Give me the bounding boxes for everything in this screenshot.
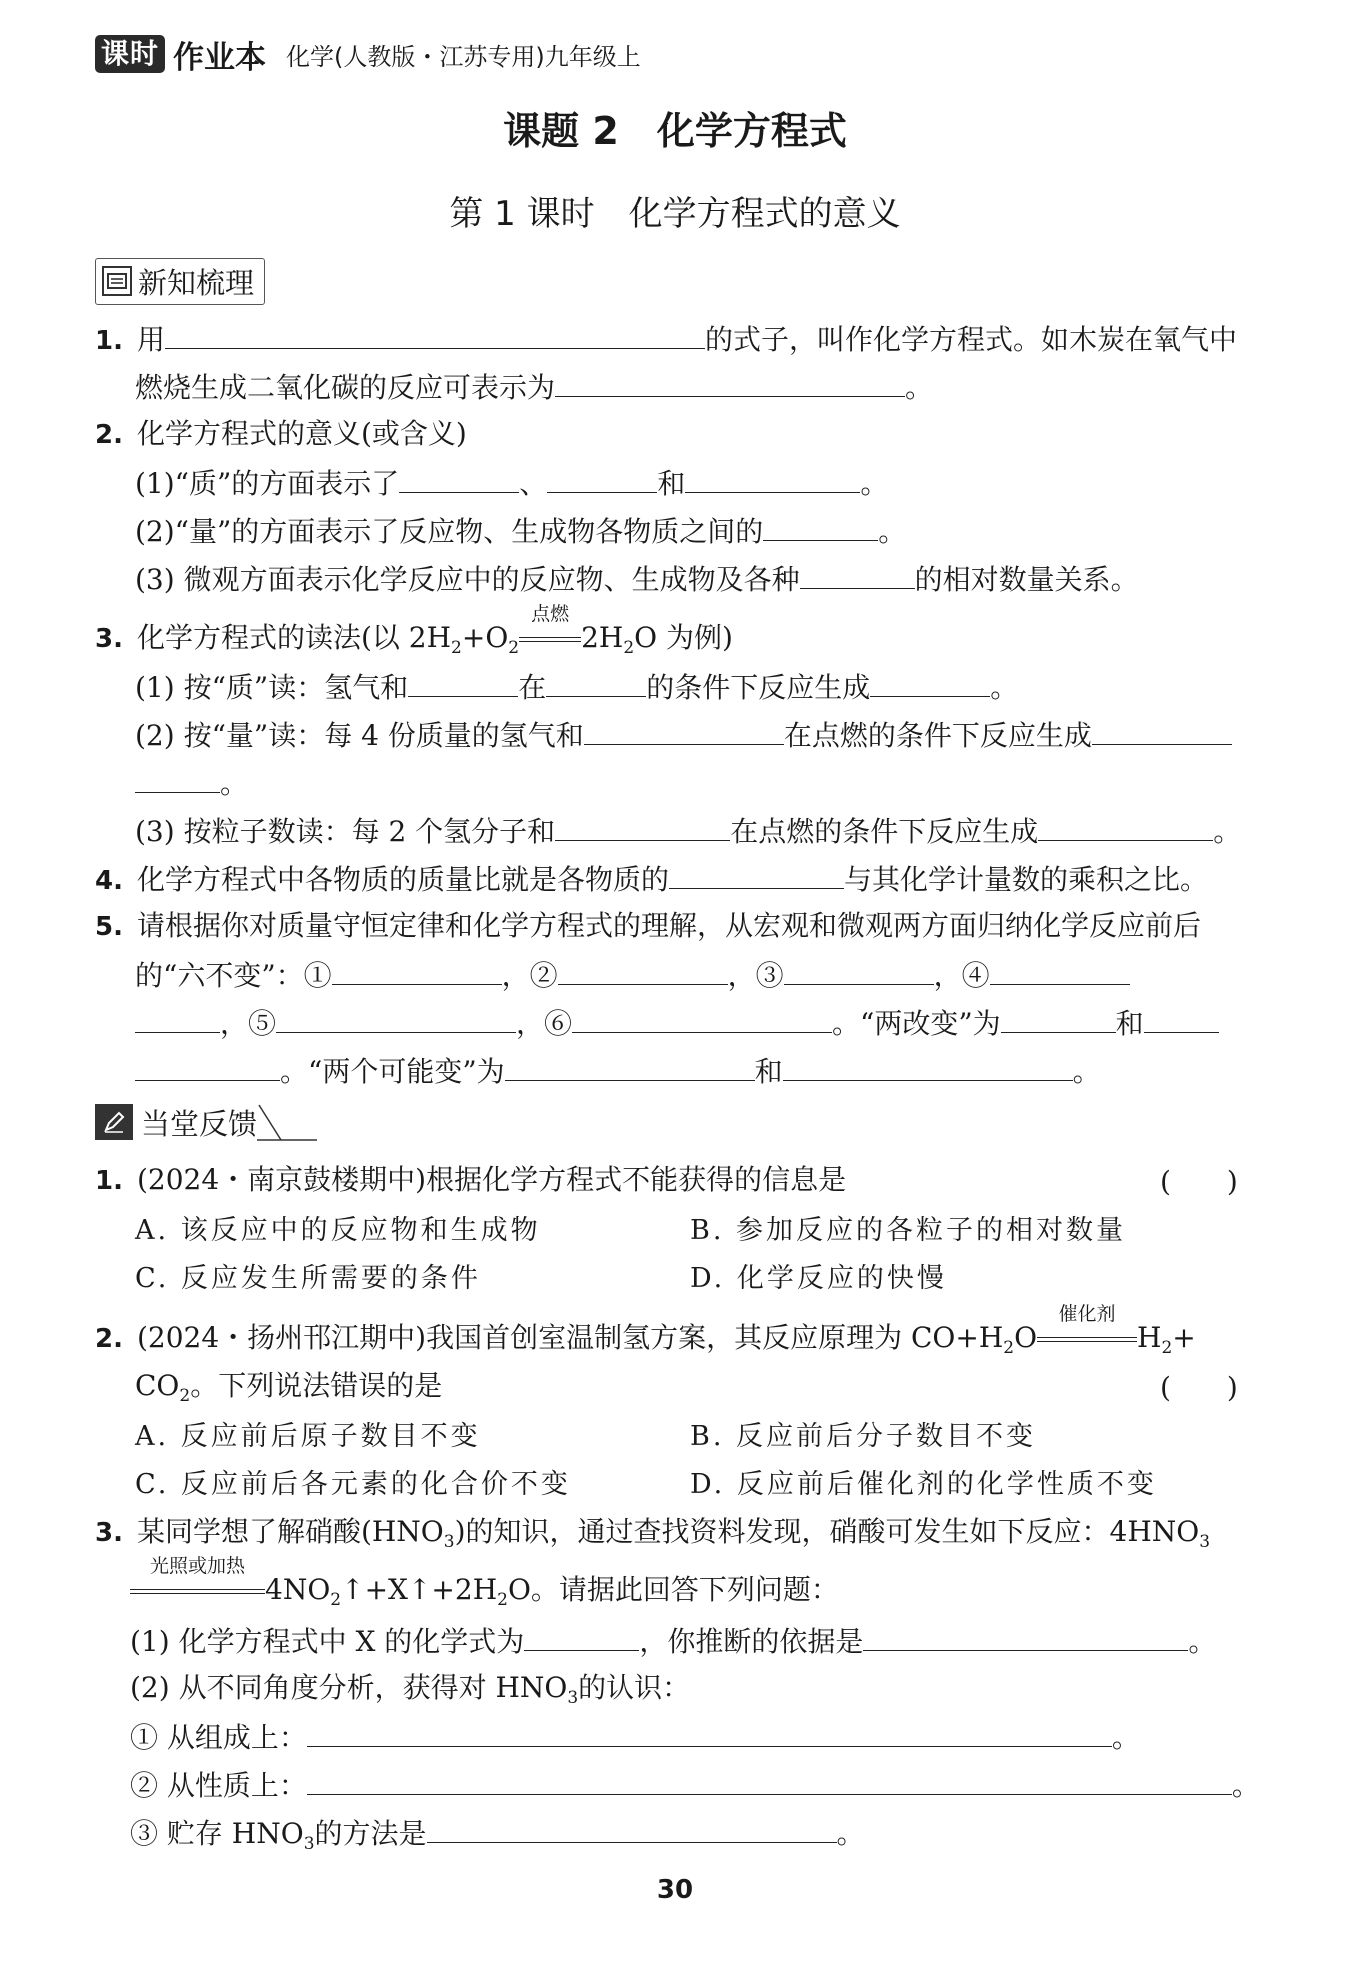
answer-blank[interactable] [685, 462, 860, 493]
question-4: 4. 化学方程式中各物质的质量比就是各物质的 与其化学计量数的乘积之比。 [95, 858, 1208, 901]
feedback-question-3-item-1: ① 从组成上： 。 [130, 1716, 1140, 1758]
book-header [95, 34, 641, 74]
answer-blank[interactable] [784, 954, 934, 985]
pen-icon [95, 1104, 133, 1140]
answer-blank[interactable] [669, 858, 844, 889]
answer-blank[interactable] [870, 666, 990, 697]
answer-blank[interactable] [555, 366, 905, 397]
reaction-arrow: 点燃 [519, 618, 581, 658]
answer-blank[interactable] [1001, 1002, 1116, 1033]
answer-blank[interactable] [276, 1002, 516, 1033]
question-5: 5. 请根据你对质量守恒定律和化学方程式的理解，从宏观和微观两方面归纳化学反应前后 [95, 909, 1201, 942]
section-tail [257, 1103, 317, 1141]
answer-blank[interactable] [505, 1050, 755, 1081]
feedback-question-3-equation: 光照或加热 $4NO_2↑+X↑+2H_2O$。请据此回答下列问题： [130, 1570, 839, 1620]
feedback-question-2-cont: $CO_2$。下列说法错误的是 [135, 1369, 443, 1406]
question-3: 3. 化学方程式的读法(以 $2H_2+O_2$ 点燃 $2H_2O$ 为例) [95, 603, 733, 658]
page-number: 30 [656, 1875, 694, 1905]
option-c[interactable]: C. 反应发生所需要的条件 [135, 1263, 481, 1294]
option-a[interactable]: A. 反应前后原子数目不变 [135, 1421, 481, 1452]
question-1: 1. 用 的式子，叫作化学方程式。如木炭在氧气中 [95, 318, 1237, 361]
question-5-line-2: 的“六不变”：① ，② ，③ ，④ [135, 954, 1130, 996]
answer-blank[interactable] [584, 714, 784, 745]
section-label: 新知梳理 [138, 265, 255, 300]
feedback-question-1: 1. (2024・南京鼓楼期中)根据化学方程式不能获得的信息是 [95, 1163, 847, 1196]
subject-label: 化学(人教版・江苏专用)九年级上 [286, 42, 641, 71]
answer-blank[interactable] [547, 462, 657, 493]
answer-bracket[interactable]: ( ) [1160, 1371, 1238, 1404]
feedback-question-2: 2. (2024・扬州邗江期中)我国首创室温制氢方案，其反应原理为 $CO+H_2O$ 催化剂 $H_2+$ [95, 1303, 1196, 1358]
option-b[interactable]: B. 反应前后分子数目不变 [690, 1421, 1037, 1452]
question-3-part-1: (1) 按“质”读：氢气和 在 的条件下反应生成 。 [135, 666, 1018, 708]
option-a[interactable]: A. 该反应中的反应物和生成物 [135, 1215, 541, 1246]
section-new-knowledge [95, 262, 265, 300]
feedback-question-3-item-2: ② 从性质上： 。 [130, 1764, 1260, 1806]
answer-blank[interactable] [307, 1764, 1232, 1795]
answer-blank[interactable] [763, 510, 878, 541]
question-2: 2. 化学方程式的意义(或含义) [95, 417, 467, 450]
option-b[interactable]: B. 参加反应的各粒子的相对数量 [690, 1215, 1127, 1246]
answer-blank[interactable] [399, 462, 519, 493]
option-c[interactable]: C. 反应前后各元素的化合价不变 [135, 1469, 571, 1500]
answer-blank[interactable] [555, 810, 730, 841]
feedback-question-3-part-1: (1) 化学方程式中 X 的化学式为 ，你推断的依据是 。 [130, 1620, 1216, 1662]
answer-blank[interactable] [135, 1050, 280, 1081]
book-logo: 课时 [95, 35, 165, 73]
question-2-part-2: (2)“量”的方面表示了反应物、生成物各物质之间的 。 [135, 510, 906, 552]
section-label: 当堂反馈 [141, 1106, 258, 1141]
answer-blank[interactable] [990, 954, 1130, 985]
topic-title: 课题 2 化学方程式 [503, 109, 847, 153]
answer-blank[interactable] [332, 954, 502, 985]
answer-blank[interactable] [135, 762, 220, 793]
answer-blank[interactable] [546, 666, 646, 697]
feedback-question-3: 3. 某同学想了解硝酸$(HNO_3)$的知识，通过查找资料发现，硝酸可发生如下反应：$4HNO_3$ [95, 1515, 1211, 1552]
question-3-part-2-cont: 。 [135, 762, 248, 804]
answer-blank[interactable] [1092, 714, 1232, 745]
reaction-arrow: 光照或加热 [130, 1570, 265, 1610]
book-icon [102, 266, 132, 296]
answer-blank[interactable] [427, 1812, 837, 1843]
answer-blank[interactable] [1144, 1002, 1219, 1033]
book-name: 作业本 [173, 39, 267, 76]
question-2-part-3: (3) 微观方面表示化学反应中的反应物、生成物及各种 的相对数量关系。 [135, 558, 1139, 600]
feedback-question-3-part-2: (2) 从不同角度分析，获得对 $HNO_3$的认识： [130, 1671, 691, 1708]
question-5-line-3: ，⑤ ，⑥ 。“两改变”为 和 [135, 1002, 1219, 1044]
answer-blank[interactable] [165, 318, 705, 349]
option-d[interactable]: D. 反应前后催化剂的化学性质不变 [690, 1469, 1157, 1500]
answer-blank[interactable] [307, 1716, 1112, 1747]
answer-blank[interactable] [558, 954, 728, 985]
question-3-part-3: (3) 按粒子数读：每 2 个氢分子和 在点燃的条件下反应生成 。 [135, 810, 1241, 852]
answer-blank[interactable] [572, 1002, 832, 1033]
answer-blank[interactable] [524, 1620, 639, 1651]
question-5-line-4: 。“两个可能变”为 和 。 [135, 1050, 1101, 1092]
feedback-question-3-item-3: ③ 贮存 $HNO_3$的方法是 。 [130, 1812, 865, 1864]
question-3-part-2: (2) 按“量”读：每 4 份质量的氢气和 在点燃的条件下反应生成 [135, 714, 1232, 756]
answer-blank[interactable] [408, 666, 518, 697]
answer-blank[interactable] [863, 1620, 1188, 1651]
option-d[interactable]: D. 化学反应的快慢 [690, 1263, 947, 1294]
lesson-title: 第 1 课时 化学方程式的意义 [449, 194, 901, 234]
section-class-feedback [95, 1103, 317, 1141]
answer-blank[interactable] [800, 558, 915, 589]
answer-blank[interactable] [135, 1002, 220, 1033]
answer-bracket[interactable]: ( ) [1160, 1165, 1238, 1198]
answer-blank[interactable] [1038, 810, 1213, 841]
answer-blank[interactable] [783, 1050, 1073, 1081]
question-1-cont: 燃烧生成二氧化碳的反应可表示为 。 [135, 366, 933, 408]
question-2-part-1: (1)“质”的方面表示了 、 和 。 [135, 462, 888, 504]
reaction-arrow: 催化剂 [1037, 1318, 1137, 1358]
